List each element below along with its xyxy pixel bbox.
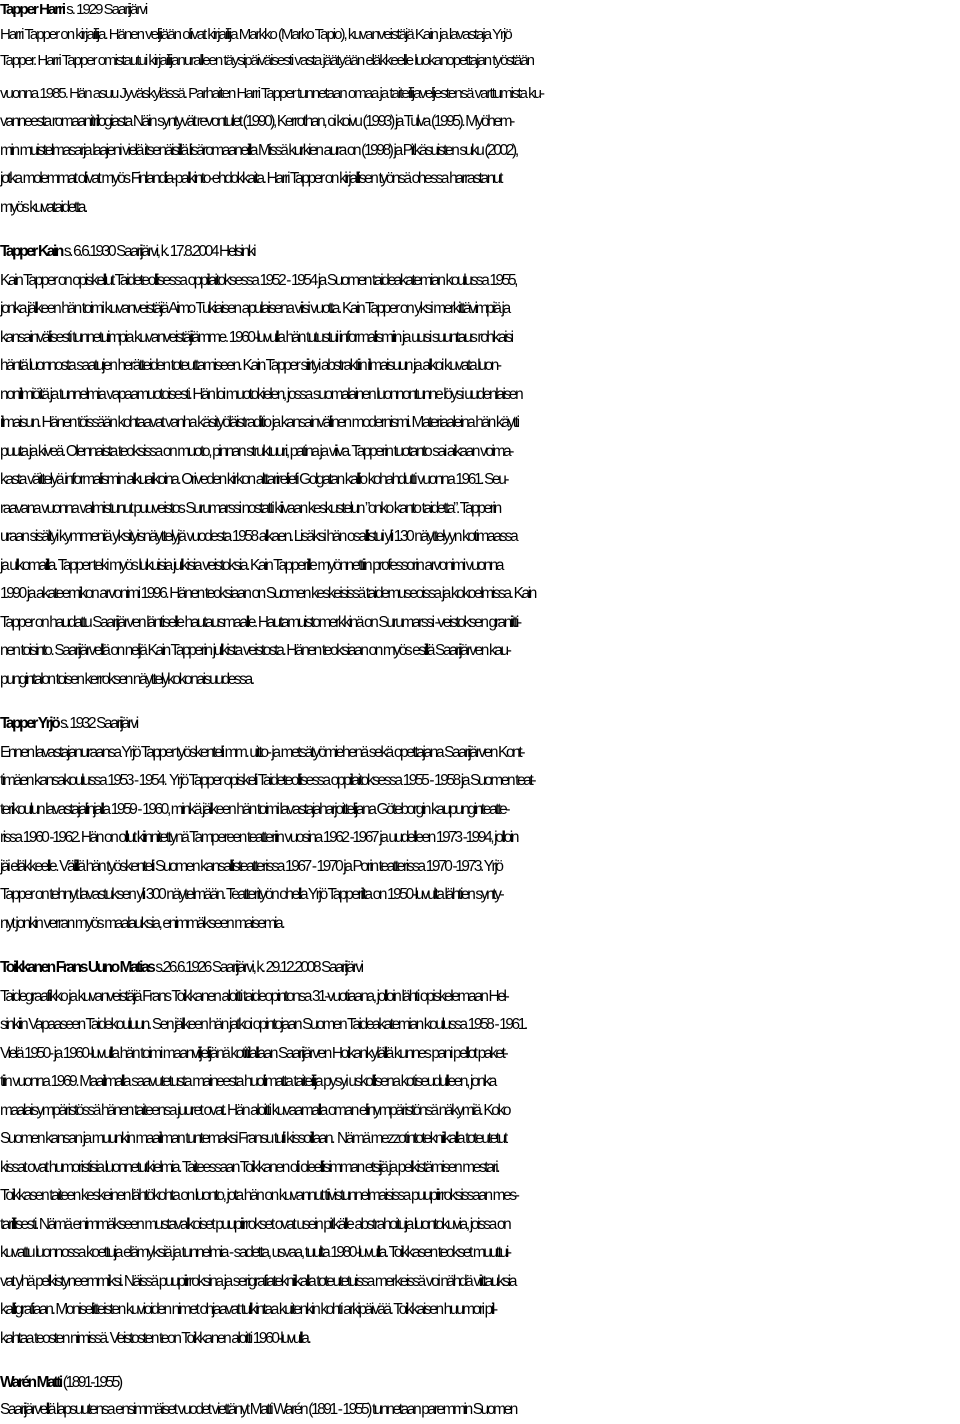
line-text: Ennen lavastajanuraansa Yrjö Tapper työskenteli mm. uitto- ja metsätyömiehenä sekä opettajana Saarijärven Kont- bbox=[0, 744, 524, 761]
paragraph-line bbox=[0, 1158, 960, 1178]
line-text: jotka molemmat olivat myös Finlandia-palkinto-ehdokkaita. Harri Tapper on kirjallisen työnsä ohessa harrastanut bbox=[0, 170, 502, 187]
paragraph-line bbox=[0, 356, 960, 376]
heading-toikkanen bbox=[0, 958, 960, 978]
line-text: tarillisesti. Nämä enimmäkseen mustavalkoiset puupiirrokset ovat usein pitkälle abstrahoituja luontokuvia, joissa on bbox=[0, 1216, 510, 1233]
paragraph-line bbox=[0, 470, 960, 490]
line-text: myös kuvataidetta. bbox=[0, 199, 87, 216]
line-text: raavana vuonna valmistunut puuveistos Surumarssi nostatti kiivaan keskustelun ”onko kanto taidetta”. Tapperin bbox=[0, 500, 500, 517]
line-text: kansainvälisesti tunnetuimpia kuvanveistäjiämme. 1960-luvulla hän tutustui informalismiin ja uusi suuntaus rohkaisi bbox=[0, 329, 512, 346]
line-text: kuvattu luonnossa koettuja elämyksiä ja tunnelmia - sadetta, usvaa, tuulta 1980-luvulla. Toikkasen teokset muuttui- bbox=[0, 1244, 510, 1261]
line-text: vanneesta romaanitrilogiasta Näin syntyvät revontulet (1990), Kerrothan, oi koivu (1993) ja Tulva (1995). Myöhem- bbox=[0, 113, 513, 130]
heading-details: (1891-1955) bbox=[60, 1374, 121, 1391]
heading-tapper-kain bbox=[0, 242, 960, 262]
paragraph-line bbox=[0, 743, 960, 763]
paragraph-line bbox=[0, 1400, 960, 1420]
paragraph-line bbox=[0, 442, 960, 462]
line-text: pungintalon toisen kerroksen näyttelykokonaisuudessa. bbox=[0, 671, 253, 688]
heading-name: Tapper Yrjö bbox=[0, 715, 59, 732]
paragraph-line bbox=[0, 1186, 960, 1206]
paragraph-line bbox=[0, 885, 960, 905]
paragraph-line bbox=[0, 641, 960, 661]
paragraph-line bbox=[0, 556, 960, 576]
heading-tapper-yrjo bbox=[0, 714, 960, 734]
paragraph-line bbox=[0, 1101, 960, 1121]
line-text: ilmaisun. Hänen töissään kohtaavat vanha käsityöläistraditio ja kansainvälinen modernismi. Materiaaleina hän käytti bbox=[0, 414, 518, 431]
paragraph-line bbox=[0, 1300, 960, 1320]
paragraph-line bbox=[0, 169, 960, 189]
line-text: Harri Tapper on kirjailija. Hänen veljiään olivat kirjailija Markko (Marko Tapio), kuvanveistäjä Kain ja lavastaja Yrjö bbox=[0, 26, 511, 43]
line-text: jäi eläkkeelle. Välillä hän työskenteli Suomen kansallisteatterissa 1967 - 1970 ja Porin teatterissa 1970 -1973. Yrjö bbox=[0, 858, 502, 875]
line-text: vat yhä pelkistyneemmiksi. Näissä puupiirroksina ja serigrafiatekniikalla toteutetuissa merkeissä voi nähdä viittauksia bbox=[0, 1273, 516, 1290]
line-text: Taidegraafikko ja kuvanveistäjä Frans Toikkanen aloitti taideopintonsa 31-vuotiaana, jolloin lähti opiskelemaan Hel- bbox=[0, 988, 508, 1005]
heading-name: Tapper Harri bbox=[0, 1, 65, 18]
heading-name: Tapper Kain bbox=[0, 243, 62, 260]
line-text: kasta väittelyä informalismin alkuaikoina. Oriveden kirkon alttarireliefi Golgatan kallio kohahdutti vuonna 1961. Seu- bbox=[0, 471, 508, 488]
paragraph-line bbox=[0, 51, 960, 71]
paragraph-line bbox=[0, 299, 960, 319]
line-text: sinkiin Vapaaseen Taidekouluun. Sen jälkeen hän jatkoi opintojaan Suomen Taideakatemian koulussa 1958 - 1961. bbox=[0, 1016, 526, 1033]
heading-name: Warén Matti bbox=[0, 1374, 61, 1391]
heading-details: s. 6.6.1930 Saarijärvi, k. 17.8.2004 Helsinki bbox=[61, 243, 255, 260]
paragraph-line bbox=[0, 271, 960, 291]
paragraph-line bbox=[0, 84, 960, 104]
paragraph-line bbox=[0, 141, 960, 161]
line-text: kalligrafiaan. Moniselitteisten kuvioiden nimet ohjaavat tulkintaa kuitenkin kohti arkipäivää. Toikkaisen huumori pil- bbox=[0, 1301, 496, 1318]
paragraph-line bbox=[0, 987, 960, 1007]
paragraph-line bbox=[0, 613, 960, 633]
line-text: Suomen kansan ja muunkin maailman tuntemaksi Fransu tuli kissoillaan. Nämä mezzotintotekniikalla toteutetut bbox=[0, 1130, 506, 1147]
line-text: Tapper. Harri Tapper omistautui kirjailijanuralleen täysipäiväisesti vasta jäätyään eläkkeelle luokanopettajan työstään bbox=[0, 52, 533, 69]
paragraph-line bbox=[0, 1329, 960, 1349]
paragraph-line bbox=[0, 198, 960, 218]
paragraph-line bbox=[0, 1044, 960, 1064]
line-text: Vielä 1950- ja 1960-luvulla hän toimi maanviljelijänä kotitilallaan Saarijärven Hoikankylällä kunnes pani pellot paket- bbox=[0, 1045, 507, 1062]
paragraph-line bbox=[0, 328, 960, 348]
paragraph-line bbox=[0, 499, 960, 519]
line-text: Tapper on tehnyt lavastuksen yli 300 näytelmään. Teatterityön ohella Yrjö Tapperilta on 1950-luvulta lähtien synty- bbox=[0, 886, 503, 903]
line-text: min muistelmasarja laajeni vielä itsenäisillä lisäromaaneilla Missä kurkien aura on (1998) ja Pitkäsuisten suku (2002), bbox=[0, 142, 517, 159]
heading-waren-matti bbox=[0, 1373, 960, 1393]
paragraph-line bbox=[0, 385, 960, 405]
heading-name: Toikkanen Frans Uuno Matias bbox=[0, 959, 154, 976]
paragraph-line bbox=[0, 1129, 960, 1149]
line-text: Saarijärvellä lapsuutensa ensimmäiset vuodet viettänyt Matti Warén (1891 - 1955) tunnetaan paremmin Suomen bbox=[0, 1401, 516, 1418]
paragraph-line bbox=[0, 584, 960, 604]
paragraph-line bbox=[0, 828, 960, 848]
line-text: rissa 1960 -1962. Hän on ollut kiinnitettynä Tampereen teatteriin vuosina 1962 -1967 ja uudelleen 1973 -1994, jolloin bbox=[0, 829, 518, 846]
paragraph-line bbox=[0, 527, 960, 547]
line-text: vuonna 1985. Hän asuu Jyväskylässä. Parhaiten Harri Tapper tunnetaan omaa ja taiteilijaveljestensä varttumista ku- bbox=[0, 85, 543, 102]
paragraph-line bbox=[0, 857, 960, 877]
line-text: terikoulun lavastajalinjalla 1959 - 1960, minkä jälkeen hän toimi lavastajaharjoittelijana Göteborgin kaupunginteatte- bbox=[0, 801, 509, 818]
paragraph-line bbox=[0, 112, 960, 132]
line-text: häntä luonnosta saatujen herätteiden toteuttamiseen. Kain Tapper siirtyi abstraktiin ilmaisuun ja alkoi kuvata luon- bbox=[0, 357, 500, 374]
heading-tapper-harri bbox=[0, 0, 960, 20]
line-text: ja ulkomailla. Tapper teki myös lukuisia julkisia veistoksia. Kain Tapperille myönnettiin professorin arvonimi vuonna bbox=[0, 557, 503, 574]
paragraph-line bbox=[0, 413, 960, 433]
paragraph-line bbox=[0, 1072, 960, 1092]
line-text: nonilmiöitä ja tunnelmia vapaamuotoisesti. Hän loi muotokielen, jossa suomalainen luonnontunne löysi uudenlaisen bbox=[0, 386, 522, 403]
paragraph-line bbox=[0, 771, 960, 791]
paragraph-line bbox=[0, 1243, 960, 1263]
paragraph-line bbox=[0, 25, 960, 45]
heading-details: s. 1932 Saarijärvi bbox=[58, 715, 137, 732]
heading-details: s.26.6.1926 Saarijärvi, k. 29.12.2008 Saarijärvi bbox=[153, 959, 362, 976]
line-text: Toikkasen taiteen keskeinen lähtökohta on luonto, jota hän on kuvannut tiivistunnelmaisissa puupiirroksissaan mes- bbox=[0, 1187, 518, 1204]
line-text: jonka jälkeen hän toimi kuvanveistäjä Aimo Tukiaisen apulaisena viisi vuotta. Kain Tapper on yksi merkittävimpiä ja bbox=[0, 300, 509, 317]
paragraph-line bbox=[0, 800, 960, 820]
line-text: Kain Tapper on opiskellut Taideteollisessa oppilaitoksessa 1952 - 1954 ja Suomen taideakatemian koulussa 1955, bbox=[0, 272, 517, 289]
line-text: puuta ja kiveä. Olennaista teoksissa on muoto, pinnan struktuuri, patina ja viiva. Tapperin tuotanto sai aikaan voima- bbox=[0, 443, 513, 460]
paragraph-line bbox=[0, 1272, 960, 1292]
line-text: Tapper on haudattu Saarijärven läntiselle hautausmaalle. Hautamuistomerkkinä on Surumarssi -veistoksen graniitti- bbox=[0, 614, 520, 631]
paragraph-line bbox=[0, 670, 960, 690]
paragraph-line bbox=[0, 1215, 960, 1235]
line-text: maalaisympäristössä hänen taiteensa juuret ovat. Hän aloitti kuvaamalla oman elinympäristönsä näkymiä. Koko bbox=[0, 1102, 510, 1119]
paragraph-line bbox=[0, 1015, 960, 1035]
line-text: nyt jonkin verran myös maalauksia, enimmäkseen maisemia. bbox=[0, 915, 284, 932]
line-text: timäen kansakoulussa 1953 - 1954. Yrjö Tapper opiskeli Taideteollisessa oppilaitoksessa 1955 - 1958 ja Suomen teat- bbox=[0, 772, 535, 789]
line-text: kahtaa teosten nimissä. Veistosten teon Toikkanen aloitti 1960-luvulla. bbox=[0, 1330, 310, 1347]
line-text: tiin vuonna 1969. Maailmalla saavutetusta maineesta huolimatta taiteilija pysyi uskollisena kotiseudulleen, jonka bbox=[0, 1073, 496, 1090]
line-text: nen toisinto. Saarijärvellä on neljä Kain Tapperin julkista veistosta. Hänen teoksiaan on myös esillä Saarijärven kau- bbox=[0, 642, 510, 659]
line-text: kissat ovat humoristisia luonnetutkielmia. Taiteessaan Toikkanen oli oleellisimman etsijä ja pelkistämisen mestari. bbox=[0, 1159, 499, 1176]
heading-details: s. 1929 Saarijärvi bbox=[64, 1, 147, 18]
paragraph-line bbox=[0, 914, 960, 934]
line-text: uraan sisältyi kymmeniä yksityisnäyttelyjä vuodesta 1958 alkaen. Lisäksi hän osallistui yli 130 näyttelyyn kotimaassa bbox=[0, 528, 517, 545]
line-text: 1990 ja akateemikon arvonimi 1996. Hänen teoksiaan on Suomen keskeisissä taidemuseoissa ja kokoelmissa. Kain bbox=[0, 585, 535, 602]
